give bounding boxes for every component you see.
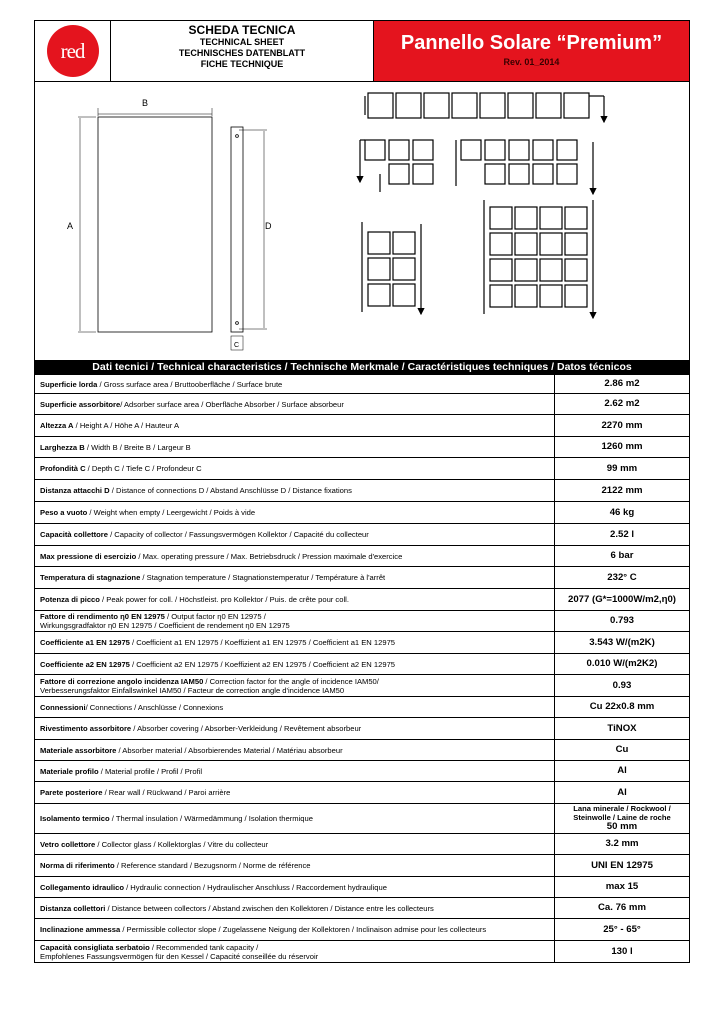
spec-translation: / Reference standard / Bezugsnorm / Norme de référence <box>114 861 311 870</box>
title-fr: FICHE TECHNIQUE <box>200 59 284 69</box>
table-row <box>35 415 690 437</box>
spec-description <box>35 589 555 611</box>
spec-translation: / Collector glass / Kollektorglas / Vitre du collecteur <box>95 839 269 849</box>
spec-value: UNI EN 12975 <box>591 859 653 871</box>
spec-value: 2.52 l <box>609 528 634 540</box>
spec-description <box>35 740 555 761</box>
spec-value-cell <box>555 589 690 611</box>
table-row <box>35 877 690 898</box>
spec-description <box>35 415 555 437</box>
spec-description <box>35 458 555 480</box>
spec-description <box>35 546 555 567</box>
spec-value: Al <box>617 786 627 798</box>
spec-label: Parete posteriore <box>40 788 103 797</box>
spec-value-cell <box>555 437 690 458</box>
spec-label: Distanza collettori <box>40 903 106 913</box>
spec-translation: / Absorber material / Absorbierendes Material / Matériau absorbeur <box>116 745 343 755</box>
spec-value: 2.62 m2 <box>604 398 640 409</box>
table-row <box>35 740 690 761</box>
spec-description <box>35 898 555 919</box>
spec-description <box>35 877 555 898</box>
spec-label: Rivestimento assorbitore <box>40 724 132 733</box>
table-row <box>35 546 690 567</box>
side-view <box>231 127 267 350</box>
table-row <box>35 458 690 480</box>
spec-value: 130 l <box>611 945 633 957</box>
spec-description <box>35 524 555 546</box>
spec-label: Peso a vuoto <box>40 508 88 517</box>
logo-cell <box>35 21 111 81</box>
spec-translation: / Stagnation temperature / Stagnationstemperatur / Température à l'arrêt <box>140 573 386 582</box>
spec-translation-line2: Verbesserungsfaktor Einfallswinkel IAM50 / Facteur de correction angle d'incidence IAM50 <box>40 685 345 695</box>
spec-translation: / Absorber covering / Absorber-Verkleidung / Revêtement absorbeur <box>131 724 362 733</box>
spec-value: 3.543 W/(m2K) <box>589 636 655 648</box>
spec-value-cell <box>555 546 690 567</box>
spec-value-cell <box>555 877 690 898</box>
table-row <box>35 589 690 611</box>
spec-value-cell <box>555 782 690 804</box>
product-title: Pannello Solare “Premium” <box>400 32 663 54</box>
table-row <box>35 524 690 546</box>
brand-logo-text: red <box>60 38 85 63</box>
spec-value-cell <box>555 697 690 718</box>
spec-value-cell <box>555 502 690 524</box>
spec-translation: / Peak power for coll. / Höchstleist. pro Kollektor / Puis. de crête pour coll. <box>99 595 349 604</box>
spec-label: Inclinazione ammessa <box>40 925 121 934</box>
spec-value: 2.86 m2 <box>604 378 640 389</box>
table-row <box>35 375 690 394</box>
spec-translation: / Hydraulic connection / Hydraulischer Anschluss / Raccordement hydraulique <box>123 882 387 892</box>
spec-label: Temperatura di stagnazione <box>40 573 141 582</box>
spec-translation: / Adsorber surface area / Oberfläche Absorber / Surface absorbeur <box>120 399 344 409</box>
spec-translation: / Distance between collectors / Abstand zwischen den Kollektoren / Distance entre les collecteurs <box>105 903 434 913</box>
spec-label: Norma di riferimento <box>40 861 115 870</box>
spec-translation: / Correction factor for the angle of incidence IAM50/ <box>203 676 379 686</box>
spec-description <box>35 919 555 941</box>
spec-value-cell <box>555 718 690 740</box>
title-en: TECHNICAL SHEET <box>199 37 285 47</box>
front-view <box>78 108 212 332</box>
table-row <box>35 804 690 834</box>
spec-description <box>35 632 555 654</box>
spec-value-cell <box>555 740 690 761</box>
spec-description <box>35 804 555 834</box>
spec-label: Fattore di correzione angolo incidenza IAM50 <box>40 676 204 686</box>
dim-label-d: D <box>265 221 272 231</box>
table-row <box>35 632 690 654</box>
spec-label: Capacità consigliata serbatoio <box>40 942 150 952</box>
spec-description <box>35 834 555 855</box>
spec-label: Distanza attacchi D <box>40 486 110 495</box>
spec-value: Cu <box>615 744 629 755</box>
spec-translation: / Recommended tank capacity / <box>149 942 259 952</box>
spec-label: Superficie lorda <box>40 379 98 389</box>
spec-description <box>35 375 555 394</box>
spec-value-cell <box>555 761 690 782</box>
spec-value-cell <box>555 675 690 697</box>
spec-value-cell <box>555 458 690 480</box>
spec-translation: / Material profile / Profil / Profil <box>98 766 203 776</box>
table-row <box>35 941 690 963</box>
table-row <box>35 855 690 877</box>
spec-description <box>35 394 555 415</box>
spec-value-cell <box>555 855 690 877</box>
spec-translation: / Distance of connections D / Abstand Anschlüsse D / Distance fixations <box>109 486 352 495</box>
spec-description <box>35 567 555 589</box>
spec-translation: / Coefficient a2 EN 12975 / Koeffizient a2 EN 12975 / Coefficient a2 EN 12975 <box>129 659 396 669</box>
sheet-titles <box>111 21 374 81</box>
spec-value: 1260 mm <box>601 441 643 452</box>
spec-translation: / Output factor η0 EN 12975 / <box>164 612 266 621</box>
spec-value-cell <box>555 941 690 963</box>
spec-label: Vetro collettore <box>40 839 96 849</box>
spec-value-cell <box>555 375 690 394</box>
brand-logo <box>47 25 99 77</box>
spec-label: Materiale profilo <box>40 766 99 776</box>
table-row <box>35 502 690 524</box>
spec-value-cell <box>555 632 690 654</box>
spec-label: Connessioni <box>40 702 86 712</box>
spec-label: Superficie assorbitore <box>40 399 121 409</box>
table-row <box>35 567 690 589</box>
title-de: TECHNISCHES DATENBLATT <box>178 48 306 58</box>
table-row <box>35 654 690 675</box>
spec-translation: / Rear wall / Rückwand / Paroi arrière <box>102 788 231 797</box>
spec-value: max 15 <box>605 881 639 892</box>
spec-value-cell <box>555 834 690 855</box>
spec-label: Profondità C <box>40 464 86 473</box>
spec-value-cell <box>555 654 690 675</box>
spec-value: Al <box>617 765 627 776</box>
spec-description <box>35 437 555 458</box>
spec-translation: / Coefficient a1 EN 12975 / Koeffizient a1 EN 12975 / Coefficient a1 EN 12975 <box>129 638 396 647</box>
table-row <box>35 394 690 415</box>
spec-value: 50 mm <box>606 821 638 832</box>
spec-description <box>35 480 555 502</box>
spec-description <box>35 941 555 963</box>
spec-value: 0.010 W/(m2K2) <box>586 658 658 669</box>
spec-value: 99 mm <box>606 462 638 474</box>
spec-translation: / Thermal insulation / Wärmedämmung / Isolation thermique <box>109 814 313 823</box>
revision-label: Rev. 01_2014 <box>503 57 560 67</box>
spec-translation: / Weight when empty / Leergewicht / Poids à vide <box>87 508 256 517</box>
spec-value: TiNOX <box>607 722 637 734</box>
table-row <box>35 437 690 458</box>
spec-label: Capacità collettore <box>40 530 108 539</box>
spec-value-cell <box>555 480 690 502</box>
spec-value: 0.93 <box>612 679 632 691</box>
spec-label: Materiale assorbitore <box>40 745 117 755</box>
spec-label: Coefficiente a2 EN 12975 <box>40 659 130 669</box>
spec-translation: / Permissible collector slope / Zugelassene Neigung der Kollektoren / Inclinaison admise pour les collecteurs <box>120 925 487 934</box>
spec-value-cell <box>555 524 690 546</box>
spec-translation-line2: Empfohlenes Fassungsvermögen für den Kessel / Capacité conseillée du réservoir <box>40 951 319 961</box>
spec-label: Isolamento termico <box>40 814 110 823</box>
spec-description <box>35 718 555 740</box>
table-row <box>35 675 690 697</box>
connection-schemes <box>360 93 604 318</box>
spec-description <box>35 855 555 877</box>
spec-label: Coefficiente a1 EN 12975 <box>40 638 130 647</box>
spec-description <box>35 502 555 524</box>
drawing-svg <box>35 82 689 360</box>
spec-label: Fattore di rendimento η0 EN 12975 <box>40 612 165 621</box>
spec-value-cell <box>555 394 690 415</box>
table-row <box>35 761 690 782</box>
table-row <box>35 919 690 941</box>
table-row <box>35 611 690 632</box>
spec-value: 2122 mm <box>601 484 643 496</box>
spec-translation: / Max. operating pressure / Max. Betriebsdruck / Pression maximale d'exercice <box>136 551 403 561</box>
spec-description <box>35 654 555 675</box>
spec-value-cell <box>555 804 690 834</box>
spec-value: 0.793 <box>609 615 634 626</box>
spec-value-cell <box>555 567 690 589</box>
table-row <box>35 898 690 919</box>
spec-label: Altezza A <box>40 421 74 430</box>
spec-translation: / Depth C / Tiefe C / Profondeur C <box>85 464 202 473</box>
technical-drawing <box>34 82 690 360</box>
spec-translation-line2: Wirkungsgradfaktor η0 EN 12975 / Coefficient de rendement η0 EN 12975 <box>40 621 290 630</box>
spec-description <box>35 782 555 804</box>
spec-value: 3.2 mm <box>605 838 639 849</box>
spec-value-material: Lana minerale / Rockwool / Steinwolle / Laine de roche <box>573 804 671 822</box>
spec-description <box>35 611 555 632</box>
table-row <box>35 718 690 740</box>
spec-value: 2077 (G*=1000W/m2,η0) <box>568 593 676 605</box>
specs-table <box>34 374 690 963</box>
table-row <box>35 480 690 502</box>
spec-value-cell <box>555 611 690 632</box>
spec-label: Max pressione di esercizio <box>40 551 137 561</box>
spec-value-cell <box>555 919 690 941</box>
spec-value: 2270 mm <box>601 419 643 431</box>
spec-value-cell <box>555 415 690 437</box>
spec-translation: / Height A / Höhe A / Hauteur A <box>73 421 180 430</box>
spec-description <box>35 761 555 782</box>
spec-description <box>35 675 555 697</box>
spec-value: 232° C <box>607 571 637 583</box>
dim-label-b: B <box>142 98 149 108</box>
table-row <box>35 697 690 718</box>
table-title: Dati tecnici / Technical characteristics / Technische Merkmale / Caractéristiques techniques / Datos técnicos <box>34 360 690 374</box>
table-row <box>35 834 690 855</box>
header <box>34 20 690 82</box>
spec-label: Potenza di picco <box>40 595 100 604</box>
spec-translation: / Width B / Breite B / Largeur B <box>84 442 191 452</box>
dim-label-a: A <box>67 221 74 231</box>
spec-translation: / Connections / Anschlüsse / Connexions <box>85 702 224 712</box>
spec-label: Collegamento idraulico <box>40 882 124 892</box>
table-row <box>35 782 690 804</box>
spec-value: Cu 22x0.8 mm <box>589 701 655 712</box>
spec-value: 25° - 65° <box>603 923 641 935</box>
spec-value-cell <box>555 898 690 919</box>
product-title-cell <box>374 21 689 81</box>
technical-sheet <box>34 20 690 963</box>
spec-value: 46 kg <box>609 506 635 518</box>
title-it: SCHEDA TECNICA <box>188 23 296 37</box>
spec-label: Larghezza B <box>40 442 85 452</box>
dim-label-c: C <box>234 342 240 349</box>
spec-translation: / Gross surface area / Bruttooberfläche / Surface brute <box>97 379 283 389</box>
spec-translation: / Capacity of collector / Fassungsvermögen Kollektor / Capacité du collecteur <box>107 530 369 539</box>
spec-value: Ca. 76 mm <box>598 902 646 913</box>
spec-description <box>35 697 555 718</box>
spec-value: 6 bar <box>610 550 634 561</box>
